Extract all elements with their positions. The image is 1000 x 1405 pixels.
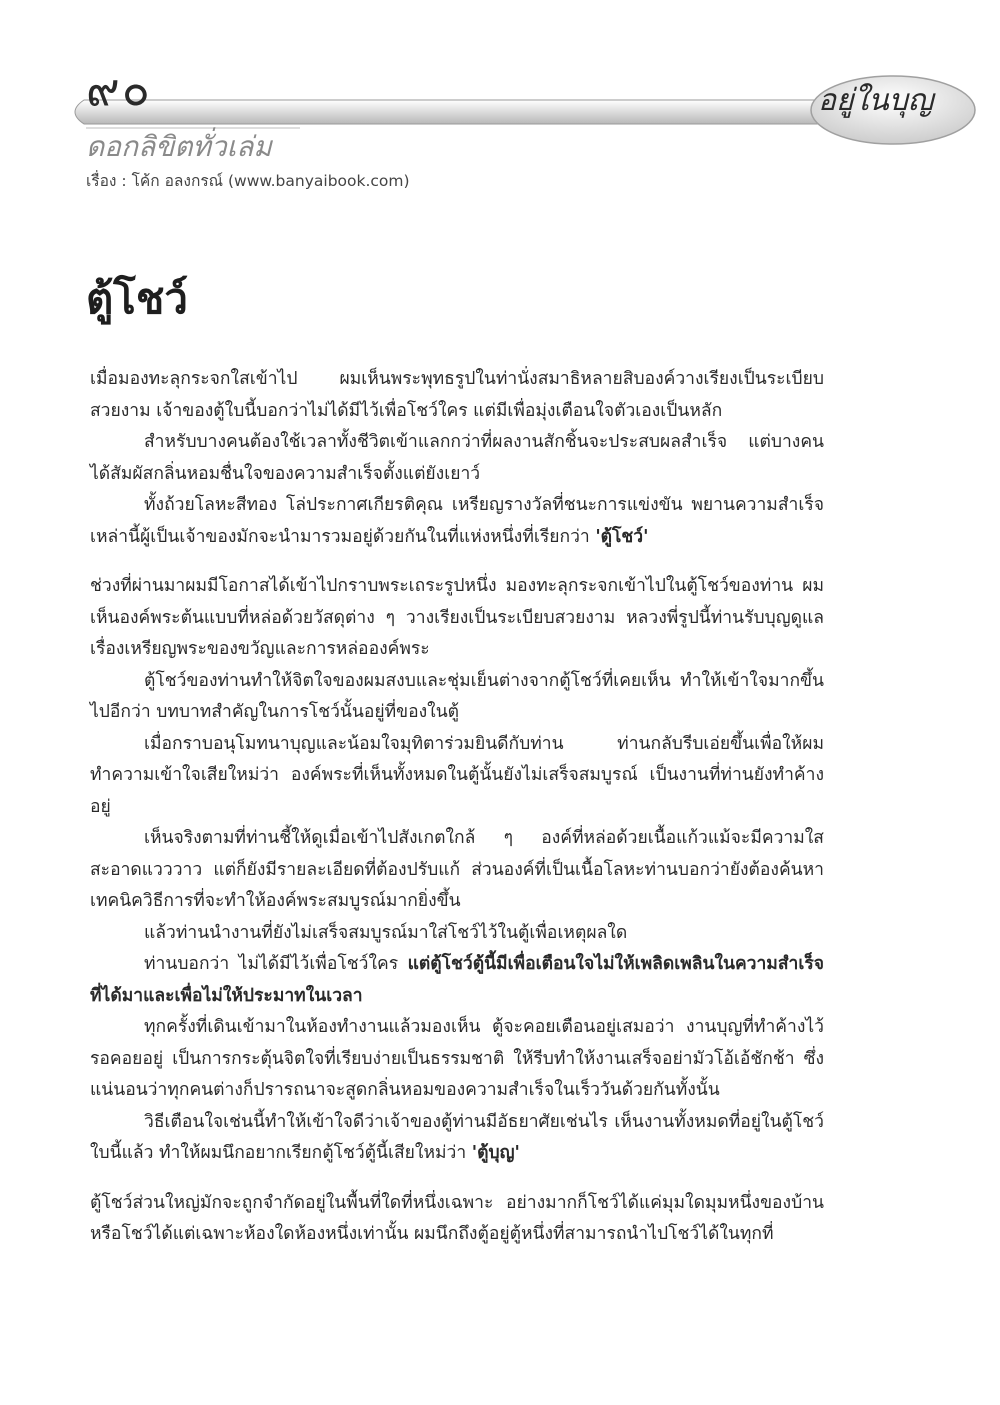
paragraph-emphasis: แต่ตู้โชว์ตู้นี้มีเพื่อเตือนใจไม่ให้เพลิดเพลินในความสำเร็จที่ได้มาและเพื่อไม่ให้ประมาทในเวลา	[90, 954, 824, 1006]
article-paragraph	[90, 918, 824, 950]
article-paragraph	[90, 823, 824, 918]
magazine-logo: อยู่ในบุญ	[818, 83, 934, 118]
page-header	[0, 0, 1000, 200]
paragraph-text: ทุกครั้งที่เดินเข้ามาในห้องทำงานแล้วมองเห็น ตู้จะคอยเตือนอยู่เสมอว่า งานบุญที่ทำค้างไว้รอคอยอยู่ เป็นการกระตุ้นจิตใจที่เรียบง่ายเป็นธรรมชาติ ให้รีบทำให้งานเสร็จอย่ามัวโอ้เอ้ชักช้า ซึ่งแน่นอนว่าทุกคนต่างก็ปรารถนาจะสูดกลิ่นหอมของความสำเร็จในเร็ววันด้วยกันทั้งนั้น	[90, 1017, 824, 1100]
article-paragraph	[90, 1107, 824, 1170]
paragraph-text: ตู้โชว์ส่วนใหญ่มักจะถูกจำกัดอยู่ในพื้นที่ใดที่หนึ่งเฉพาะ อย่างมากก็โชว์ได้แค่มุมใดมุมหนึ่งของบ้าน หรือโชว์ได้แต่เฉพาะห้องใดห้องหนึ่งเท่านั้น ผมนึกถึงตู้อยู่ตู้หนึ่งที่สามารถนำไปโชว์ได้ในทุกที่	[90, 1192, 824, 1244]
article-body	[90, 364, 824, 1251]
article-paragraph	[90, 1012, 824, 1107]
article-paragraph	[90, 490, 824, 553]
paragraph-text: เมื่อกราบอนุโมทนาบุญและน้อมใจมุทิตาร่วมยินดีกับท่าน ท่านกลับรีบเอ่ยขึ้นเพื่อให้ผมทำความเข้าใจเสียใหม่ว่า องค์พระที่เห็นทั้งหมดในตู้นั้นยังไม่เสร็จสมบูรณ์ เป็นงานที่ท่านยังทำค้างอยู่	[90, 733, 824, 817]
paragraph-text: ตู้โชว์ของท่านทำให้จิตใจของผมสงบและชุ่มเย็นต่างจากตู้โชว์ที่เคยเห็น ทำให้เข้าใจมากขึ้นไปอีกว่า บทบาทสำคัญในการโชว์นั้นอยู่ที่ของในตู้	[90, 670, 824, 722]
paragraph-emphasis: 'ตู้โชว์'	[595, 526, 649, 547]
paragraph-text: เห็นจริงตามที่ท่านชี้ให้ดูเมื่อเข้าไปสังเกตใกล้ ๆ องค์ที่หล่อด้วยเนื้อแก้วแม้จะมีความใสสะอาดแวววาว แต่ก็ยังมีรายละเอียดที่ต้องปรับแก้ ส่วนองค์ที่เป็นเนื้อโลหะท่านบอกว่ายังต้องค้นหาเทคนิควิธีการที่จะทำให้องค์พระสมบูรณ์มากยิ่งขึ้น	[90, 828, 824, 911]
paragraph-text: วิธีเตือนใจเช่นนี้ทำให้เข้าใจดีว่าเจ้าของตู้ท่านมีอัธยาศัยเช่นไร เห็นงานทั้งหมดที่อยู่ในตู้โชว์ใบนี้แล้ว ทำให้ผมนึกอยากเรียกตู้โชว์ตู้นี้เสียใหม่ว่า	[90, 1111, 824, 1163]
byline: เรื่อง : โค้ก อลงกรณ์ (www.banyaibook.com)	[86, 172, 410, 190]
page-number: ๙๐	[86, 62, 152, 116]
article-paragraph	[90, 949, 824, 1012]
paragraph-text: เมื่อมองทะลุกระจกใสเข้าไป ผมเห็นพระพุทธรูปในท่านั่งสมาธิหลายสิบองค์วางเรียงเป็นระเบียบสวยงาม เจ้าของตู้ใบนี้บอกว่าไม่ได้มีไว้เพื่อโชว์ใคร แต่มีเพื่อมุ่งเตือนใจตัวเองเป็นหลัก	[90, 369, 824, 421]
paragraph-text: ท่านบอกว่า ไม่ได้มีไว้เพื่อโชว์ใคร	[144, 954, 408, 974]
article-paragraph	[90, 364, 824, 427]
paragraph-text: สำหรับบางคนต้องใช้เวลาทั้งชีวิตเข้าแลกกว่าที่ผลงานสักชิ้นจะประสบผลสำเร็จ แต่บางคนได้สัมผัสกลิ่นหอมชื่นใจของความสำเร็จตั้งแต่ยังเยาว์	[90, 432, 824, 484]
column-title: ดอกลิขิตทั่วเล่ม	[86, 130, 272, 163]
article-paragraph	[90, 1188, 824, 1251]
paragraph-emphasis: 'ตู้บุญ'	[471, 1143, 520, 1163]
paragraph-text: ทั้งถ้วยโลหะสีทอง โล่ประกาศเกียรติคุณ เหรียญรางวัลที่ชนะการแข่งขัน พยานความสำเร็จเหล่านี้ผู้เป็นเจ้าของมักจะนำมารวมอยู่ด้วยกันในที่แห่งหนึ่งที่เรียกว่า	[90, 495, 824, 547]
article-paragraph	[90, 666, 824, 729]
article-paragraph	[90, 427, 824, 490]
article-paragraph	[90, 571, 824, 666]
article-paragraph	[90, 729, 824, 824]
article-title: ตู้โชว์	[86, 274, 188, 323]
paragraph-text: ช่วงที่ผ่านมาผมมีโอกาสได้เข้าไปกราบพระเถระรูปหนึ่ง มองทะลุกระจกเข้าไปในตู้โชว์ของท่าน ผมเห็นองค์พระต้นแบบที่หล่อด้วยวัสดุต่าง ๆ วางเรียงเป็นระเบียบสวยงาม หลวงพี่รูปนี้ท่านรับบุญดูแลเรื่องเหรียญพระของขวัญและการหล่อองค์พระ	[90, 576, 824, 659]
paragraph-text: แล้วท่านนำงานที่ยังไม่เสร็จสมบูรณ์มาใส่โชว์ไว้ในตู้เพื่อเหตุผลใด	[144, 922, 628, 943]
